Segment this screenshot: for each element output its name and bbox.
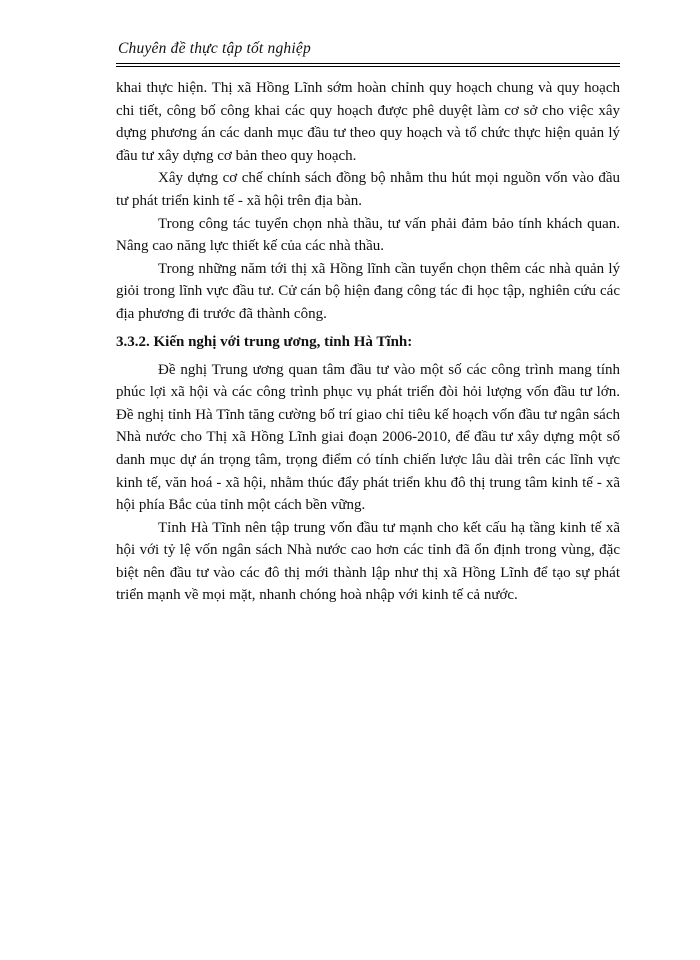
page-header: Chuyên đề thực tập tốt nghiệp — [118, 40, 311, 57]
paragraph: khai thực hiện. Thị xã Hồng Lĩnh sớm hoàn chỉnh quy hoạch chung và quy hoạch chi tiết, công bố công khai các quy hoạch được phê duyệt làm cơ sở cho việc xây dựng phương án các danh mục đầu tư theo quy hoạch và tổ chức thực hiện quản lý đầu tư xây dựng cơ bản theo quy hoạch. — [116, 80, 620, 164]
paragraph: Trong những năm tới thị xã Hồng lĩnh cần tuyển chọn thêm các nhà quản lý giỏi trong lĩnh vực đầu tư. Cử cán bộ hiện đang công tác đi học tập, nghiên cứu các địa phương đi trước đã thành công. — [116, 260, 620, 322]
section-heading: 3.3.2. Kiến nghị với trung ương, tỉnh Hà Tĩnh: — [116, 333, 413, 350]
header-divider — [116, 63, 620, 67]
paragraph: Tỉnh Hà Tĩnh nên tập trung vốn đầu tư mạnh cho kết cấu hạ tầng kinh tế xã hội với tỷ lệ vốn ngân sách Nhà nước cao hơn các tỉnh đã ổn định trong vùng, đặc biệt nên đầu tư vào các đô thị mới thành lập như thị xã Hồng Lĩnh để tạo sự phát triển mạnh về mọi mặt, nhanh chóng hoà nhập với kinh tế cả nước. — [116, 519, 620, 604]
paragraph: Xây dựng cơ chế chính sách đồng bộ nhằm thu hút mọi nguồn vốn vào đầu tư phát triển kinh tế - xã hội trên địa bàn. — [116, 170, 620, 209]
paragraph: Đề nghị Trung ương quan tâm đầu tư vào một số các công trình mang tính phúc lợi xã hội và các công trình phục vụ phát triển đòi hỏi lượng vốn đầu tư lớn. Đề nghị tỉnh Hà Tĩnh tăng cường bố trí giao chỉ tiêu kế hoạch vốn đầu tư ngân sách Nhà nước cho Thị xã Hồng Lĩnh giai đoạn 2006-2010, để đầu tư xây dựng một số danh mục dự án trọng tâm, trọng điểm có tính chiến lược lâu dài trên các lĩnh vực kinh tế, văn hoá - xã hội, nhằm thúc đẩy phát triển khu đô thị trung tâm kinh tế - xã hội phía Bắc của tỉnh một cách bền vững. — [116, 361, 620, 514]
paragraph: Trong công tác tuyển chọn nhà thầu, tư vấn phải đảm bảo tính khách quan. Nâng cao năng lực thiết kế của các nhà thầu. — [116, 215, 620, 255]
body-text — [116, 77, 620, 607]
